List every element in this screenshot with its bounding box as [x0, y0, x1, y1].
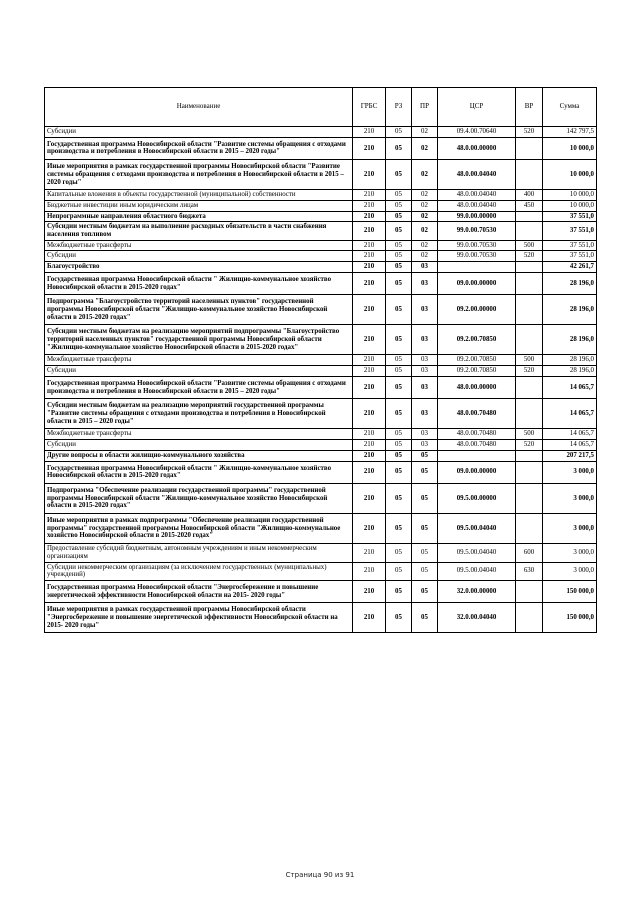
cell-csr: 48.0.00.04040 [438, 160, 516, 190]
cell-csr: 48.0.00.70480 [438, 399, 516, 429]
cell-grbs: 210 [353, 399, 386, 429]
table-row [45, 429, 597, 440]
table-row [45, 580, 597, 602]
header-csr: ЦСР [438, 88, 516, 127]
cell-grbs: 210 [353, 137, 386, 159]
cell-pr: 05 [412, 450, 438, 461]
cell-grbs: 210 [353, 376, 386, 398]
cell-pr: 03 [412, 440, 438, 451]
cell-pr: 02 [412, 200, 438, 211]
cell-grbs: 210 [353, 190, 386, 201]
cell-csr: 48.0.00.00000 [438, 137, 516, 159]
cell-name: Субсидии [45, 251, 353, 262]
cell-csr: 48.0.00.04040 [438, 200, 516, 211]
cell-rz: 05 [386, 355, 412, 366]
cell-pr: 02 [412, 190, 438, 201]
cell-sum: 207 217,5 [543, 450, 597, 461]
cell-name: Межбюджетные трансферты [45, 355, 353, 366]
cell-name: Иные мероприятия в рамках подпрограммы "Обеспечение реализации государственной программы" государственной программы Новосибирской области "Жилищно-коммунальное хозяйство Новосибирской области в 2015-2020 годах" [45, 514, 353, 544]
cell-rz: 05 [386, 483, 412, 513]
cell-vr: 520 [516, 440, 543, 451]
table-row [45, 211, 597, 222]
cell-csr [438, 450, 516, 461]
cell-grbs: 210 [353, 461, 386, 483]
table-row [45, 399, 597, 429]
table-row [45, 222, 597, 240]
cell-sum: 3 000,0 [543, 514, 597, 544]
cell-pr: 03 [412, 376, 438, 398]
cell-name: Благоустройство [45, 262, 353, 273]
cell-rz: 05 [386, 160, 412, 190]
cell-pr: 02 [412, 137, 438, 159]
cell-grbs: 210 [353, 355, 386, 366]
budget-table-container [44, 87, 596, 633]
cell-sum: 14 065,7 [543, 429, 597, 440]
cell-sum: 3 000,0 [543, 483, 597, 513]
cell-sum: 14 065,7 [543, 376, 597, 398]
cell-grbs: 210 [353, 603, 386, 633]
table-row [45, 514, 597, 544]
cell-rz: 05 [386, 562, 412, 580]
cell-vr [516, 461, 543, 483]
cell-vr [516, 376, 543, 398]
cell-sum: 28 196,0 [543, 325, 597, 355]
cell-csr: 32.0.00.00000 [438, 580, 516, 602]
cell-rz: 05 [386, 580, 412, 602]
cell-vr [516, 160, 543, 190]
cell-pr: 02 [412, 251, 438, 262]
cell-sum: 37 551,0 [543, 240, 597, 251]
cell-pr: 03 [412, 355, 438, 366]
table-row [45, 190, 597, 201]
table-row [45, 366, 597, 377]
table-row [45, 355, 597, 366]
cell-vr: 520 [516, 251, 543, 262]
header-sum: Сумма [543, 88, 597, 127]
cell-grbs: 210 [353, 325, 386, 355]
cell-sum: 37 551,0 [543, 251, 597, 262]
cell-csr: 09.5.00.04040 [438, 544, 516, 562]
table-row [45, 450, 597, 461]
cell-pr: 03 [412, 399, 438, 429]
table-header-row [45, 88, 597, 127]
cell-rz: 05 [386, 376, 412, 398]
cell-rz: 05 [386, 251, 412, 262]
cell-rz: 05 [386, 603, 412, 633]
cell-sum: 10 000,0 [543, 190, 597, 201]
cell-vr [516, 399, 543, 429]
cell-csr: 09.0.00.00000 [438, 272, 516, 294]
cell-csr: 99.0.00.00000 [438, 211, 516, 222]
cell-name: Субсидии некоммерческим организациям (за исключением государственных (муниципальных) учреждений) [45, 562, 353, 580]
cell-name: Государственная программа Новосибирской области " Жилищно-коммунальное хозяйство Новосибирской области в 2015-2020 годах" [45, 272, 353, 294]
cell-vr [516, 603, 543, 633]
table-row [45, 240, 597, 251]
cell-sum: 3 000,0 [543, 461, 597, 483]
cell-rz: 05 [386, 325, 412, 355]
table-row [45, 272, 597, 294]
cell-vr [516, 450, 543, 461]
cell-sum: 142 797,5 [543, 127, 597, 138]
cell-csr: 09.5.00.00000 [438, 483, 516, 513]
cell-name: Подпрограмма "Обеспечение реализации государственной программы" государственной программы Новосибирской области "Жилищно-коммунальное хозяйство Новосибирской области в 2015-2020 годах" [45, 483, 353, 513]
cell-name: Межбюджетные трансферты [45, 240, 353, 251]
cell-vr: 520 [516, 127, 543, 138]
cell-name: Государственная программа Новосибирской области " Жилищно-коммунальное хозяйство Новосибирской области в 2015-2020 годах" [45, 461, 353, 483]
cell-rz: 05 [386, 262, 412, 273]
cell-rz: 05 [386, 240, 412, 251]
cell-vr: 450 [516, 200, 543, 211]
cell-pr: 05 [412, 580, 438, 602]
cell-name: Бюджетные инвестиции иным юридическим лицам [45, 200, 353, 211]
table-row [45, 562, 597, 580]
cell-csr: 09.2.00.00000 [438, 295, 516, 325]
cell-sum: 150 000,0 [543, 580, 597, 602]
cell-grbs: 210 [353, 240, 386, 251]
cell-name: Субсидии местным бюджетам на выполнение расходных обязательств в части снабжения населения топливом [45, 222, 353, 240]
cell-pr: 05 [412, 483, 438, 513]
cell-vr [516, 222, 543, 240]
cell-vr: 500 [516, 355, 543, 366]
cell-grbs: 210 [353, 200, 386, 211]
cell-csr: 48.0.00.04040 [438, 190, 516, 201]
cell-vr: 630 [516, 562, 543, 580]
cell-grbs: 210 [353, 272, 386, 294]
cell-rz: 05 [386, 211, 412, 222]
cell-pr: 03 [412, 262, 438, 273]
header-name: Наименование [45, 88, 353, 127]
cell-name: Предоставление субсидий бюджетным, автономным учреждениям и иным некоммерческим организациям [45, 544, 353, 562]
cell-csr: 09.2.00.70850 [438, 355, 516, 366]
cell-rz: 05 [386, 295, 412, 325]
cell-grbs: 210 [353, 450, 386, 461]
cell-name: Государственная программа Новосибирской области "Энергосбережение и повышение энергетической эффективности Новосибирской области на 2015- 2020 годы" [45, 580, 353, 602]
cell-pr: 02 [412, 211, 438, 222]
cell-pr: 05 [412, 514, 438, 544]
cell-rz: 05 [386, 544, 412, 562]
cell-vr [516, 514, 543, 544]
table-row [45, 483, 597, 513]
header-pr: ПР [412, 88, 438, 127]
cell-csr: 09.2.00.70850 [438, 366, 516, 377]
cell-rz: 05 [386, 450, 412, 461]
cell-vr: 520 [516, 366, 543, 377]
table-row [45, 262, 597, 273]
cell-name: Субсидии местным бюджетам на реализацию мероприятий подпрограммы "Благоустройство территорий населенных пунктов" государственной программы Новосибирской области "Жилищно-коммунальное хозяйство Новосибирской области в 2015-2020 годах" [45, 325, 353, 355]
cell-pr: 03 [412, 429, 438, 440]
table-row [45, 160, 597, 190]
cell-pr: 03 [412, 366, 438, 377]
cell-vr [516, 325, 543, 355]
cell-csr: 99.0.00.70530 [438, 240, 516, 251]
table-row [45, 137, 597, 159]
cell-rz: 05 [386, 366, 412, 377]
table-row [45, 603, 597, 633]
cell-csr: 09.4.00.70640 [438, 127, 516, 138]
cell-grbs: 210 [353, 544, 386, 562]
cell-pr: 05 [412, 562, 438, 580]
cell-rz: 05 [386, 222, 412, 240]
cell-rz: 05 [386, 514, 412, 544]
cell-name: Субсидии [45, 440, 353, 451]
table-row [45, 127, 597, 138]
cell-csr: 09.2.00.70850 [438, 325, 516, 355]
cell-name: Межбюджетные трансферты [45, 429, 353, 440]
cell-sum: 28 196,0 [543, 272, 597, 294]
cell-name: Государственная программа Новосибирской области "Развитие системы обращения с отходами производства и потребления в Новосибирской области в 2015 – 2020 годы" [45, 137, 353, 159]
cell-grbs: 210 [353, 127, 386, 138]
cell-vr [516, 211, 543, 222]
cell-sum: 150 000,0 [543, 603, 597, 633]
cell-vr: 500 [516, 240, 543, 251]
header-rz: РЗ [386, 88, 412, 127]
cell-grbs: 210 [353, 580, 386, 602]
cell-name: Субсидии [45, 366, 353, 377]
cell-sum: 28 196,0 [543, 355, 597, 366]
cell-rz: 05 [386, 399, 412, 429]
cell-rz: 05 [386, 127, 412, 138]
cell-sum: 3 000,0 [543, 544, 597, 562]
cell-csr [438, 262, 516, 273]
cell-csr: 32.0.00.04040 [438, 603, 516, 633]
cell-sum: 10 000,0 [543, 137, 597, 159]
cell-csr: 09.5.00.04040 [438, 562, 516, 580]
cell-rz: 05 [386, 200, 412, 211]
cell-vr [516, 137, 543, 159]
cell-vr [516, 580, 543, 602]
cell-rz: 05 [386, 272, 412, 294]
cell-rz: 05 [386, 429, 412, 440]
cell-sum: 42 261,7 [543, 262, 597, 273]
cell-name: Непрограммные направления областного бюджета [45, 211, 353, 222]
cell-name: Государственная программа Новосибирской области "Развитие системы обращения с отходами производства и потребления в Новосибирской области в 2015 – 2020 годы" [45, 376, 353, 398]
cell-vr [516, 262, 543, 273]
cell-grbs: 210 [353, 514, 386, 544]
cell-name: Субсидии местным бюджетам на реализацию мероприятий государственной программы "Развитие системы обращения с отходами производства и потребления в Новосибирской области в 2015 – 2020 годы" [45, 399, 353, 429]
cell-vr: 400 [516, 190, 543, 201]
table-row [45, 376, 597, 398]
cell-vr: 600 [516, 544, 543, 562]
cell-grbs: 210 [353, 251, 386, 262]
table-row [45, 325, 597, 355]
cell-name: Субсидии [45, 127, 353, 138]
cell-csr: 99.0.00.70530 [438, 222, 516, 240]
table-row [45, 200, 597, 211]
table-row [45, 295, 597, 325]
cell-sum: 37 551,0 [543, 211, 597, 222]
cell-csr: 99.0.00.70530 [438, 251, 516, 262]
cell-pr: 02 [412, 160, 438, 190]
page-number: Страница 90 из 91 [285, 871, 355, 879]
cell-grbs: 210 [353, 222, 386, 240]
cell-sum: 10 000,0 [543, 160, 597, 190]
cell-name: Другие вопросы в области жилищно-коммунального хозяйства [45, 450, 353, 461]
header-vr: ВР [516, 88, 543, 127]
cell-grbs: 210 [353, 160, 386, 190]
cell-pr: 03 [412, 295, 438, 325]
cell-pr: 03 [412, 325, 438, 355]
cell-grbs: 210 [353, 211, 386, 222]
table-row [45, 251, 597, 262]
cell-sum: 10 000,0 [543, 200, 597, 211]
cell-vr [516, 295, 543, 325]
cell-pr: 05 [412, 544, 438, 562]
cell-grbs: 210 [353, 366, 386, 377]
cell-grbs: 210 [353, 429, 386, 440]
cell-pr: 03 [412, 272, 438, 294]
cell-rz: 05 [386, 461, 412, 483]
cell-sum: 3 000,0 [543, 562, 597, 580]
cell-pr: 02 [412, 240, 438, 251]
cell-pr: 05 [412, 461, 438, 483]
table-row [45, 544, 597, 562]
cell-sum: 14 065,7 [543, 440, 597, 451]
cell-csr: 48.0.00.70480 [438, 440, 516, 451]
cell-sum: 28 196,0 [543, 295, 597, 325]
cell-rz: 05 [386, 190, 412, 201]
cell-vr [516, 483, 543, 513]
cell-vr [516, 272, 543, 294]
cell-name: Иные мероприятия в рамках государственной программы Новосибирской области "Энергосбережение и повышение энергетической эффективности Новосибирской области на 2015- 2020 годы" [45, 603, 353, 633]
cell-name: Капитальные вложения в объекты государственной (муниципальной) собственности [45, 190, 353, 201]
cell-sum: 37 551,0 [543, 222, 597, 240]
cell-csr: 48.0.00.70480 [438, 429, 516, 440]
cell-rz: 05 [386, 440, 412, 451]
cell-sum: 28 196,0 [543, 366, 597, 377]
cell-grbs: 210 [353, 483, 386, 513]
cell-vr: 500 [516, 429, 543, 440]
cell-name: Иные мероприятия в рамках государственной программы Новосибирской области "Развитие системы обращения с отходами производства и потребления в Новосибирской области в 2015 – 2020 годы" [45, 160, 353, 190]
budget-table [44, 87, 597, 633]
header-grbs: ГРБС [353, 88, 386, 127]
cell-pr: 02 [412, 127, 438, 138]
table-row [45, 440, 597, 451]
table-row [45, 461, 597, 483]
cell-csr: 48.0.00.00000 [438, 376, 516, 398]
cell-grbs: 210 [353, 440, 386, 451]
cell-name: Подпрограмма "Благоустройство территорий населенных пунктов" государственной программы Новосибирской области "Жилищно-коммунальное хозяйство Новосибирской области в 2015-2020 годах" [45, 295, 353, 325]
cell-grbs: 210 [353, 562, 386, 580]
cell-pr: 05 [412, 603, 438, 633]
cell-sum: 14 065,7 [543, 399, 597, 429]
cell-pr: 02 [412, 222, 438, 240]
cell-csr: 09.0.00.00000 [438, 461, 516, 483]
cell-csr: 09.5.00.04040 [438, 514, 516, 544]
cell-grbs: 210 [353, 262, 386, 273]
cell-grbs: 210 [353, 295, 386, 325]
cell-rz: 05 [386, 137, 412, 159]
